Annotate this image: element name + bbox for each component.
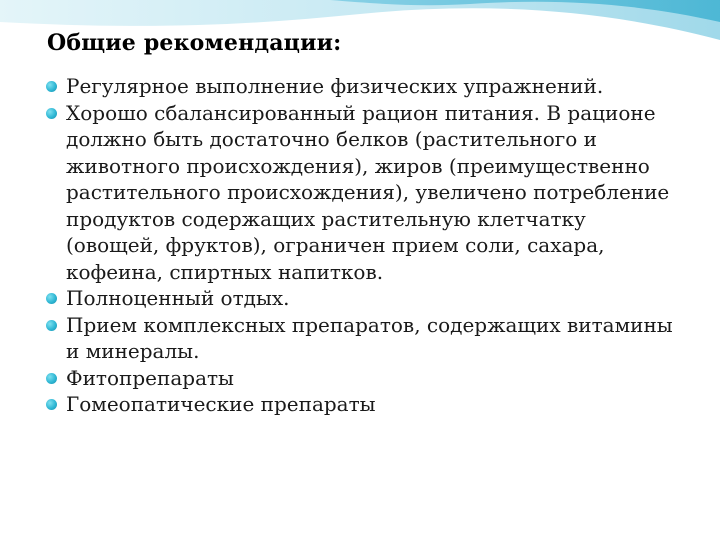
bullet-list: [46, 73, 681, 418]
circle-bullet-icon: [46, 399, 57, 410]
bullet-item-diet: [46, 100, 681, 286]
circle-bullet-icon: [46, 81, 57, 92]
bullet-text: Хорошо сбалансированный рацион питания. В рационе должно быть достаточно белков (растительного и животного происхождения), жиров (преимущественно растительного происхождения), увеличено потребление продуктов содержащих растительную клетчатку (овощей, фруктов), ограничен прием соли, сахара, кофеина, спиртных напитков.: [66, 100, 670, 284]
slide-title: Общие рекомендации:: [47, 30, 342, 56]
bullet-item-phyto: [46, 365, 681, 392]
circle-bullet-icon: [46, 373, 57, 384]
bullet-text: Полноценный отдых.: [66, 286, 290, 310]
bullet-item-exercise: [46, 73, 681, 100]
circle-bullet-icon: [46, 293, 57, 304]
bullet-item-homeopathic: [46, 391, 681, 418]
bullet-text: Регулярное выполнение физических упражнений.: [66, 74, 604, 98]
circle-bullet-icon: [46, 320, 57, 331]
bullet-item-vitamins: [46, 312, 681, 365]
bullet-text: Фитопрепараты: [66, 365, 234, 390]
bullet-item-rest: [46, 285, 681, 312]
bullet-text: Гомеопатические препараты: [66, 392, 376, 416]
bullet-text: Прием комплексных препаратов, содержащих витамины и минералы.: [66, 312, 673, 363]
circle-bullet-icon: [46, 108, 57, 119]
